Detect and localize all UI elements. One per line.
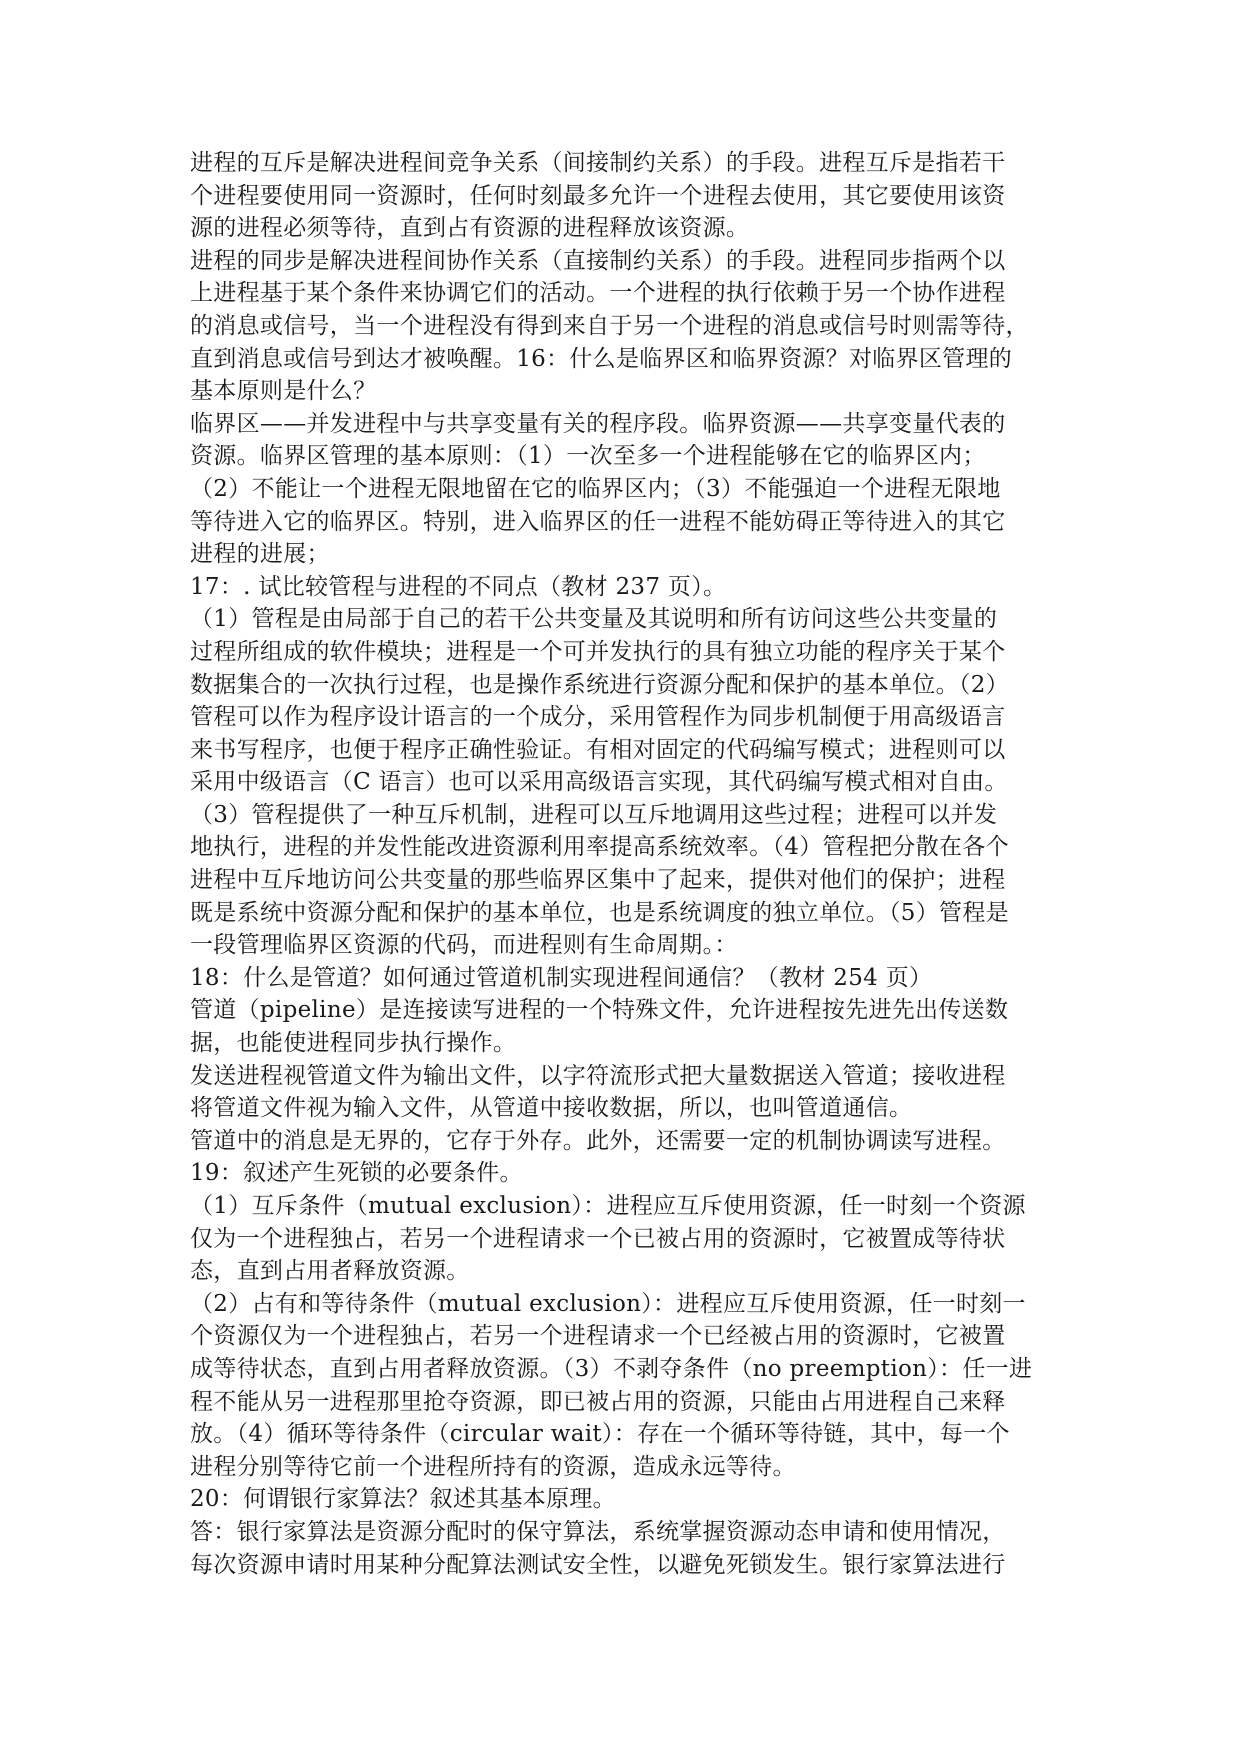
text-line: 一段管理临界区资源的代码，而进程则有生命周期。：	[190, 932, 738, 959]
text-line: （2）不能让一个进程无限地留在它的临界区内；（3）不能强迫一个进程无限地	[190, 475, 1001, 502]
text-line: 放。（4）循环等待条件（circular wait）：存在一个循环等待链，其中，每一个	[190, 1421, 1010, 1448]
text-line: 20：何谓银行家算法？叙述其基本原理。	[190, 1486, 616, 1513]
text-line: 既是系统中资源分配和保护的基本单位，也是系统调度的独立单位。（5）管程是	[190, 899, 1009, 926]
text-line: （3）管程提供了一种互斥机制，进程可以互斥地调用这些过程；进程可以并发	[190, 801, 998, 828]
text-line: 个资源仅为一个进程独占，若另一个进程请求一个已经被占用的资源时，它被置	[190, 1323, 1006, 1350]
text-line: 采用中级语言（C 语言）也可以采用高级语言实现，其代码编写模式相对自由。	[190, 769, 1008, 796]
text-line: 每次资源申请时用某种分配算法测试安全性，以避免死锁发生。银行家算法进行	[190, 1551, 1006, 1578]
text-line: 进程的同步是解决进程间协作关系（直接制约关系）的手段。进程同步指两个以	[190, 247, 1006, 274]
text-line: （1）互斥条件（mutual exclusion）：进程应互斥使用资源，任一时刻一个资源	[190, 1193, 1026, 1219]
text-line: 17：. 试比较管程与进程的不同点（教材 237 页）。	[190, 573, 727, 600]
text-line: 进程分别等待它前一个进程所持有的资源，造成永远等待。	[190, 1453, 796, 1480]
text-line: 临界区——并发进程中与共享变量有关的程序段。临界资源——共享变量代表的	[190, 410, 1006, 437]
text-line: 过程所组成的软件模块；进程是一个可并发执行的具有独立功能的程序关于某个	[190, 638, 1006, 665]
text-line: 源的进程必须等待，直到占有资源的进程释放该资源。	[190, 215, 750, 242]
text-line: 上进程基于某个条件来协调它们的活动。一个进程的执行依赖于另一个协作进程	[190, 280, 1006, 307]
text-line: 进程中互斥地访问公共变量的那些临界区集中了起来，提供对他们的保护；进程	[190, 867, 1006, 894]
text-line: 发送进程视管道文件为输出文件，以字符流形式把大量数据送入管道；接收进程	[190, 1062, 1006, 1089]
text-line: 资源。临界区管理的基本原则：（1）一次至多一个进程能够在它的临界区内；	[190, 443, 986, 470]
text-line: 数据集合的一次执行过程，也是操作系统进行资源分配和保护的基本单位。（2）	[190, 671, 1009, 698]
text-line: 基本原则是什么？	[190, 378, 377, 405]
text-line: 据，也能使进程同步执行操作。	[190, 1030, 517, 1057]
text-line: 个进程要使用同一资源时，任何时刻最多允许一个进程去使用，其它要使用该资	[190, 182, 1006, 209]
text-line: 18：什么是管道？如何通过管道机制实现进程间通信？（教材 254 页）	[190, 964, 933, 991]
text-line: 仅为一个进程独占，若另一个进程请求一个已被占用的资源时，它被置成等待状	[190, 1225, 1006, 1252]
text-line: （1）管程是由局部于自己的若干公共变量及其说明和所有访问这些公共变量的	[190, 606, 998, 633]
text-line: 等待进入它的临界区。特别，进入临界区的任一进程不能妨碍正等待进入的其它	[190, 508, 1006, 535]
text-line: 进程的进展；	[190, 541, 330, 568]
text-line: 直到消息或信号到达才被唤醒。16：什么是临界区和临界资源？对临界区管理的	[190, 345, 1013, 372]
text-line: 管道（pipeline）是连接读写进程的一个特殊文件，允许进程按先进先出传送数	[190, 997, 1009, 1024]
text-line: 的消息或信号，当一个进程没有得到来自于另一个进程的消息或信号时则需等待，	[190, 312, 1029, 339]
text-line: 态，直到占用者释放资源。	[190, 1258, 470, 1285]
text-line: （2）占有和等待条件（mutual exclusion）：进程应互斥使用资源，任一时刻一	[190, 1290, 1026, 1317]
text-line: 进程的互斥是解决进程间竞争关系（间接制约关系）的手段。进程互斥是指若干	[190, 150, 1006, 176]
document-body	[190, 147, 1050, 1581]
text-line: 地执行，进程的并发性能改进资源利用率提高系统效率。（4）管程把分散在各个	[190, 834, 1009, 861]
text-line: 答：银行家算法是资源分配时的保守算法，系统掌握资源动态申请和使用情况，	[190, 1518, 1006, 1545]
text-line: 管程可以作为程序设计语言的一个成分，采用管程作为同步机制便于用高级语言	[190, 704, 1006, 731]
text-line: 程不能从另一进程那里抢夺资源，即已被占用的资源，只能由占用进程自己来释	[190, 1388, 1006, 1415]
text-line: 将管道文件视为输入文件，从管道中接收数据，所以，也叫管道通信。	[190, 1095, 913, 1122]
text-line: 成等待状态，直到占用者释放资源。（3）不剥夺条件（no preemption）：任一进	[190, 1355, 1033, 1382]
text-line: 19：叙述产生死锁的必要条件。	[190, 1160, 523, 1187]
text-line: 来书写程序，也便于程序正确性验证。有相对固定的代码编写模式；进程则可以	[190, 736, 1006, 763]
text-line: 管道中的消息是无界的，它存于外存。此外，还需要一定的机制协调读写进程。	[190, 1127, 1006, 1154]
